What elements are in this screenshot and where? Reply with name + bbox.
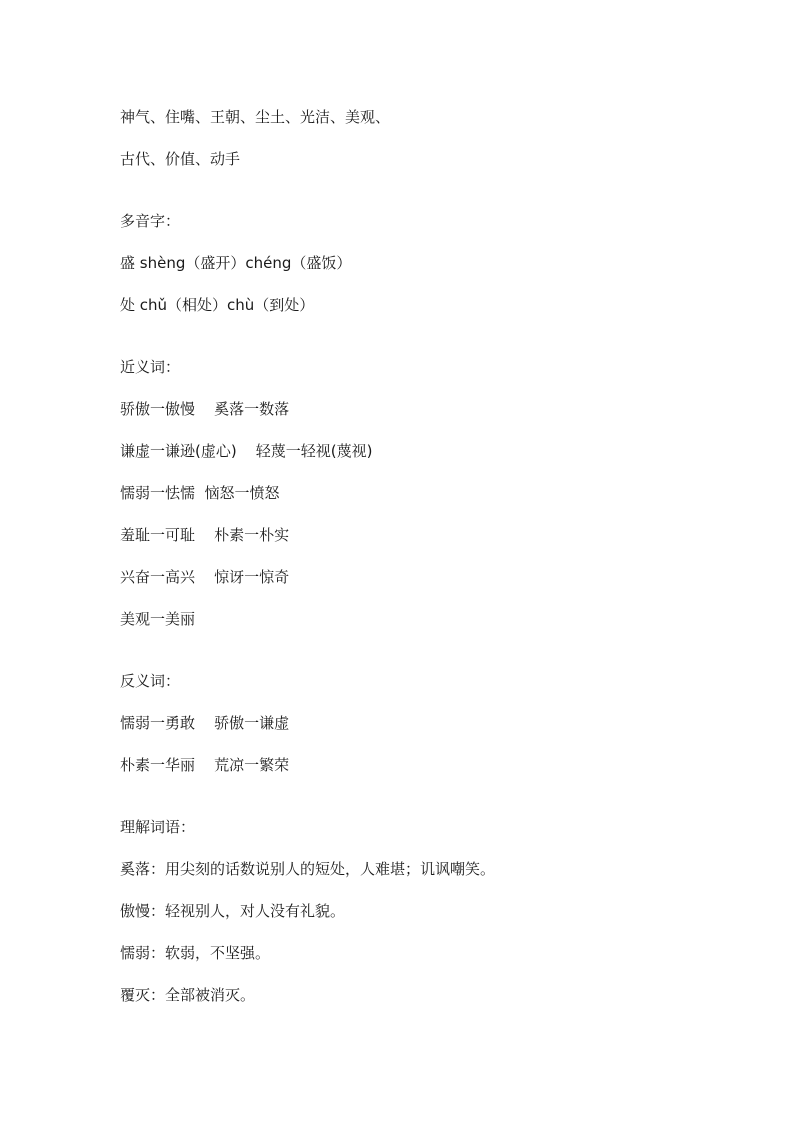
antonym-item: 朴素一华丽 荒凉一繁荣 <box>120 756 290 774</box>
definition-item: 奚落：用尖刻的话数说别人的短处，人难堪；讥讽嘲笑。 <box>120 860 496 878</box>
synonym-item: 谦虚一谦逊(虚心) 轻蔑一轻视(蔑视) <box>120 442 373 460</box>
polyphone-item: 处 chǔ（相处）chù（到处） <box>120 296 315 314</box>
synonyms-heading: 近义词： <box>120 358 181 376</box>
vocab-line-1: 神气、住嘴、王朝、尘土、光洁、美观、 <box>120 108 391 126</box>
polyphone-item: 盛 shèng（盛开）chéng（盛饭） <box>120 254 352 272</box>
synonym-item: 美观一美丽 <box>120 610 196 628</box>
definition-item: 傲慢：轻视别人，对人没有礼貌。 <box>120 902 346 920</box>
polyphones-heading: 多音字： <box>120 212 181 230</box>
synonym-item: 骄傲一傲慢 奚落一数落 <box>120 400 290 418</box>
synonym-item: 羞耻一可耻 朴素一朴实 <box>120 526 290 544</box>
definitions-heading: 理解词语： <box>120 818 196 836</box>
definition-item: 覆灭：全部被消灭。 <box>120 986 256 1004</box>
document-page <box>120 106 720 1006</box>
synonym-item: 懦弱一怯懦 恼怒一愤怒 <box>120 484 280 502</box>
synonym-item: 兴奋一高兴 惊讶一惊奇 <box>120 568 290 586</box>
antonym-item: 懦弱一勇敢 骄傲一谦虚 <box>120 714 290 732</box>
antonyms-heading: 反义词： <box>120 672 181 690</box>
vocab-line-2: 古代、价值、动手 <box>120 150 241 168</box>
definition-item: 懦弱：软弱，不坚强。 <box>120 944 271 962</box>
